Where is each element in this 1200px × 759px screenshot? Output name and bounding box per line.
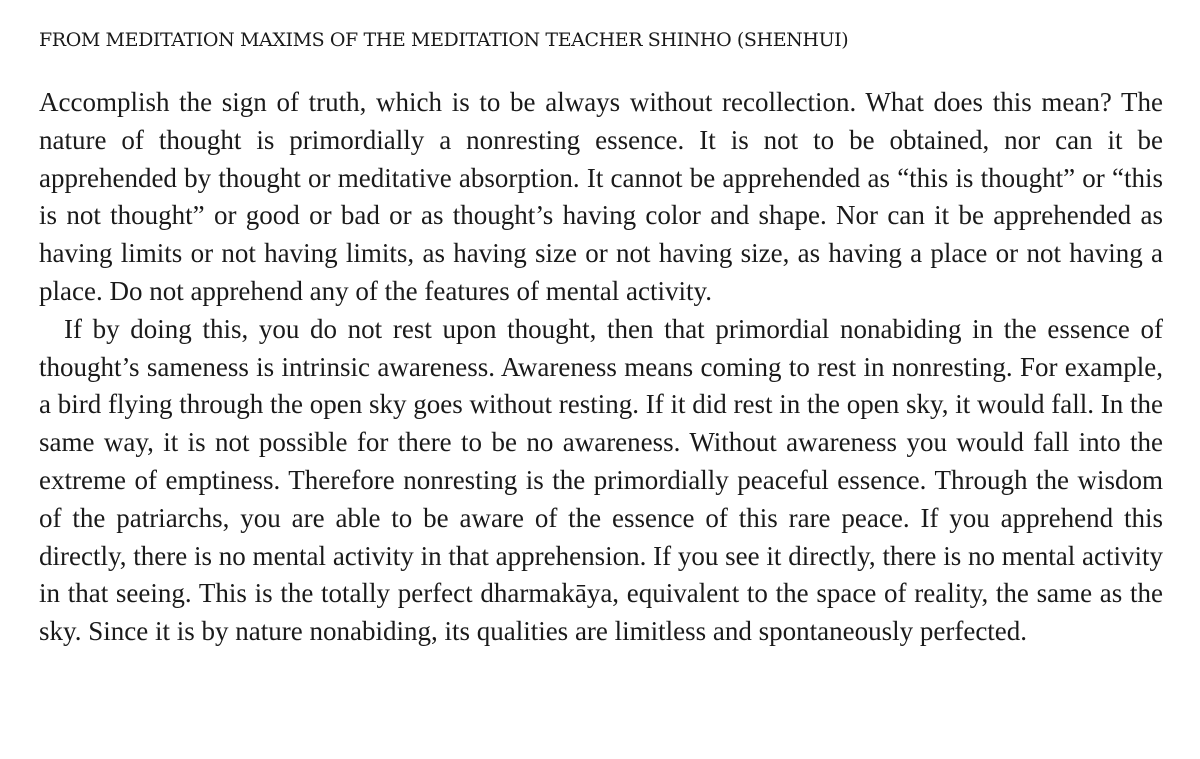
section-heading: FROM MEDITATION MAXIMS OF THE MEDITATION TEACHER SHINHO (SHENHUI) [39,29,849,51]
paragraph-2: If by doing this, you do not rest upon thought, then that primordial nonabiding in the essence of thought’s sameness is intrinsic awareness. Awareness means coming to rest in nonresting. For example, a bird flying through the open sky goes without resting. If it did rest in the open sky, it would fall. In the same way, it is not possible for there to be no awareness. Without awareness you would fall into the extreme of emptiness. Therefore nonresting is the primordially peaceful essence. Through the wisdom of the patriarchs, you are able to be aware of the essence of this rare peace. If you apprehend this directly, there is no mental activity in that apprehension. If you see it directly, there is no mental activity in that seeing. This is the totally perfect dharmakāya, equivalent to the space of reality, the same as the sky. Since it is by nature nonabiding, its qualities are limitless and spontaneously perfected. [39,313,1163,647]
paragraph-1: Accomplish the sign of truth, which is to be always without recollection. What does this mean? The nature of thought is primordially a nonresting essence. It is not to be obtained, nor can it be apprehended by thought or meditative absorption. It cannot be apprehended as “this is thought” or “this is not thought” or good or bad or as thought’s having color and shape. Nor can it be apprehended as having limits or not having limits, as having size or not having size, as having a place or not having a place. Do not apprehend any of the features of mental activity. [39,87,1163,306]
document-page [39,24,1163,651]
